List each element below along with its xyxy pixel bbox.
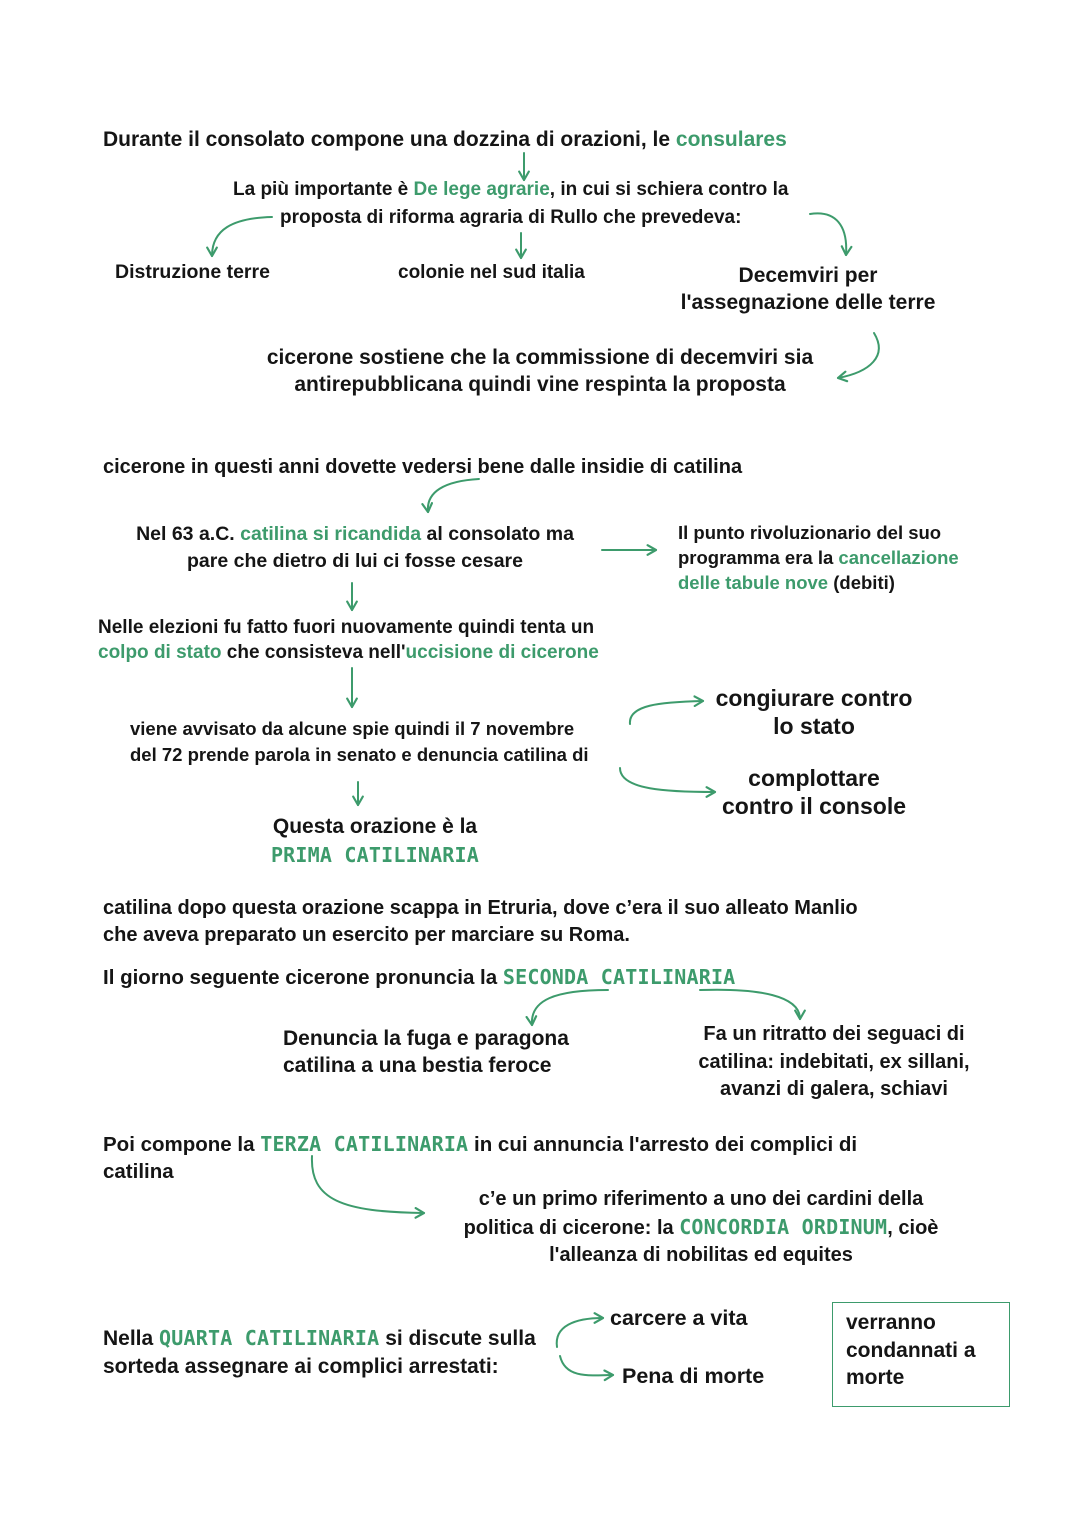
esito-agraria-line-1: cicerone sostiene che la commissione di decemviri sia — [266, 346, 814, 369]
denuncia-line-1: viene avvisato da alcune spie quindi il 7 novembre — [130, 718, 575, 739]
denuncia-line-2: del 72 prende parola in senato e denuncia catilina di — [130, 744, 589, 765]
terza-intro-text-b: in cui annuncia l'arresto dei complici di — [468, 1133, 858, 1156]
arrow-to-distruzione — [212, 217, 272, 256]
accusa-complotto-line-2: contro il console — [721, 793, 907, 819]
seconda-sinistra-block — [283, 1025, 569, 1079]
concordia-text-b: , cioè — [887, 1216, 939, 1239]
agraria-line-1 — [233, 177, 788, 203]
candidatura-line-2: pare che dietro di lui ci fosse cesare — [187, 550, 523, 572]
seconda-intro-text: Il giorno seguente cicerone pronuncia la — [103, 966, 503, 989]
quarta-intro-line-2: sorteda assegnare ai complici arrestati: — [103, 1355, 499, 1378]
arrow-seconda-to-seguaci — [700, 990, 800, 1019]
agraria-line-2: proposta di riforma agraria di Rullo che prevedeva: — [280, 207, 742, 228]
esito-agraria-line-2: antirepubblicana quindi vine respinta la proposta — [294, 373, 786, 396]
seconda-sinistra-line-1: Denuncia la fuga e paragona — [283, 1027, 569, 1050]
seconda-destra-line-1: Fa un ritratto dei seguaci di — [703, 1023, 965, 1045]
verdict-line-3: morte — [846, 1366, 905, 1389]
fuga-block — [103, 895, 858, 949]
concordia-line-1: c’e un primo riferimento a uno dei cardini della — [478, 1188, 924, 1210]
quarta-intro-block — [103, 1324, 536, 1381]
fuga-line-1: catilina dopo questa orazione scappa in Etruria, dove c’era il suo alleato Manlio — [103, 897, 858, 919]
quarta-intro-text-a: Nella — [103, 1327, 160, 1350]
quarta-catilinaria-title: QUARTA CATILINARIA — [159, 1326, 380, 1350]
seconda-destra-line-3: avanzi di galera, schiavi — [720, 1078, 948, 1100]
arrow-to-pena-di-morte — [560, 1356, 613, 1375]
accusa-congiura-line-2: lo stato — [773, 713, 855, 739]
accusa-complotto-line-1: complottare — [748, 765, 880, 791]
programma-line-1: Il punto rivoluzionario del suo — [678, 522, 942, 543]
candidatura-line-1 — [105, 521, 605, 548]
opzione-pena-di-morte: Pena di morte — [622, 1364, 765, 1388]
arrow-seconda-to-fuga — [532, 990, 608, 1025]
terza-catilinaria-title: TERZA CATILINARIA — [260, 1132, 469, 1156]
seconda-catilinaria-title: SECONDA CATILINARIA — [502, 965, 736, 989]
concordia-line-2 — [431, 1214, 971, 1243]
verdict-line-1: verranno — [846, 1311, 936, 1334]
programma-text: programma era la — [678, 547, 839, 568]
denuncia-block — [130, 716, 589, 768]
uccisione-highlight: uccisione di cicerone — [405, 642, 599, 663]
accusa-congiura-line-1: congiurare contro — [715, 685, 913, 711]
candidatura-text-b: al consolato ma — [421, 523, 574, 545]
concordia-line-3: l'alleanza di nobilitas ed equites — [549, 1244, 853, 1266]
catilina-intro: cicerone in questi anni dovette vedersi bene dalle insidie di catilina — [103, 456, 743, 478]
fuga-line-2: che aveva preparato un esercito per marciare su Roma. — [103, 924, 630, 946]
agraria-text-a: La più importante è — [233, 179, 414, 200]
quarta-intro-text-b: si discute sulla — [379, 1327, 536, 1350]
decemviri-line-1: Decemviri per — [738, 264, 878, 287]
arrow-insidie-to-candidatura — [428, 479, 479, 512]
cancellazione-highlight: cancellazione — [838, 547, 959, 568]
seconda-sinistra-line-2: catilina a una bestia feroce — [283, 1054, 552, 1077]
verdict-line-2: condannati a — [846, 1338, 976, 1362]
prima-catilinaria-title: PRIMA CATILINARIA — [270, 843, 480, 867]
consulares-highlight: consulares — [675, 128, 787, 151]
concordia-text-a: politica di cicerone: la — [463, 1216, 680, 1239]
seconda-destra-block — [684, 1021, 984, 1104]
seconda-destra-line-2: catilina: indebitati, ex sillani, — [698, 1050, 970, 1073]
terza-intro-block — [103, 1131, 857, 1185]
programma-line-3 — [678, 570, 959, 595]
consulares-line — [103, 127, 787, 153]
candidatura-block — [105, 521, 605, 575]
esito-agraria-block — [240, 344, 840, 398]
concordia-block — [431, 1186, 971, 1270]
decemviri-block — [648, 262, 968, 316]
terza-intro-line-2: catilina — [103, 1160, 174, 1183]
colonie-sud-italia: colonie nel sud italia — [398, 262, 585, 283]
agraria-text-b: , in cui si schiera contro la — [549, 179, 789, 200]
de-lege-agrarie-highlight: De lege agrarie — [413, 179, 550, 200]
colpo-line-2 — [98, 640, 599, 665]
colpo-line-1: Nelle elezioni fu fatto fuori nuovamente quindi tenta un — [98, 617, 595, 638]
colpo-di-stato-highlight: colpo di stato — [98, 642, 222, 663]
concordia-ordinum-highlight: CONCORDIA ORDINUM — [679, 1214, 888, 1239]
debiti-text: (debiti) — [828, 572, 895, 593]
accusa-complotto-block — [664, 764, 964, 820]
quarta-intro-line-1 — [103, 1324, 536, 1353]
arrow-to-carcere — [557, 1318, 603, 1347]
distruzione-terre: Distruzione terre — [115, 261, 270, 283]
opzione-carcere: carcere a vita — [610, 1306, 748, 1330]
prima-line-1: Questa orazione è la — [272, 815, 478, 838]
verdict-box — [832, 1302, 1010, 1407]
colpo-block — [98, 615, 599, 665]
accusa-congiura-block — [664, 684, 964, 740]
programma-block — [678, 520, 959, 595]
prima-catilinaria-block — [225, 813, 525, 869]
candidatura-text-a: Nel 63 a.C. — [136, 523, 241, 545]
tabule-nove-highlight: delle tabule nove — [678, 572, 829, 593]
terza-intro-text-a: Poi compone la — [103, 1133, 261, 1156]
ricandida-highlight: catilina si ricandida — [240, 523, 422, 545]
programma-line-2 — [678, 545, 959, 570]
colpo-text: che consisteva nell' — [221, 642, 406, 663]
terza-intro-line-1 — [103, 1131, 857, 1158]
seconda-intro-line — [103, 964, 735, 991]
arrow-to-decemviri — [810, 213, 846, 255]
arrow-decemviri-to-esito — [838, 333, 879, 378]
decemviri-line-2: l'assegnazione delle terre — [680, 291, 936, 314]
consulares-text: Durante il consolato compone una dozzina di orazioni, le — [103, 128, 676, 151]
